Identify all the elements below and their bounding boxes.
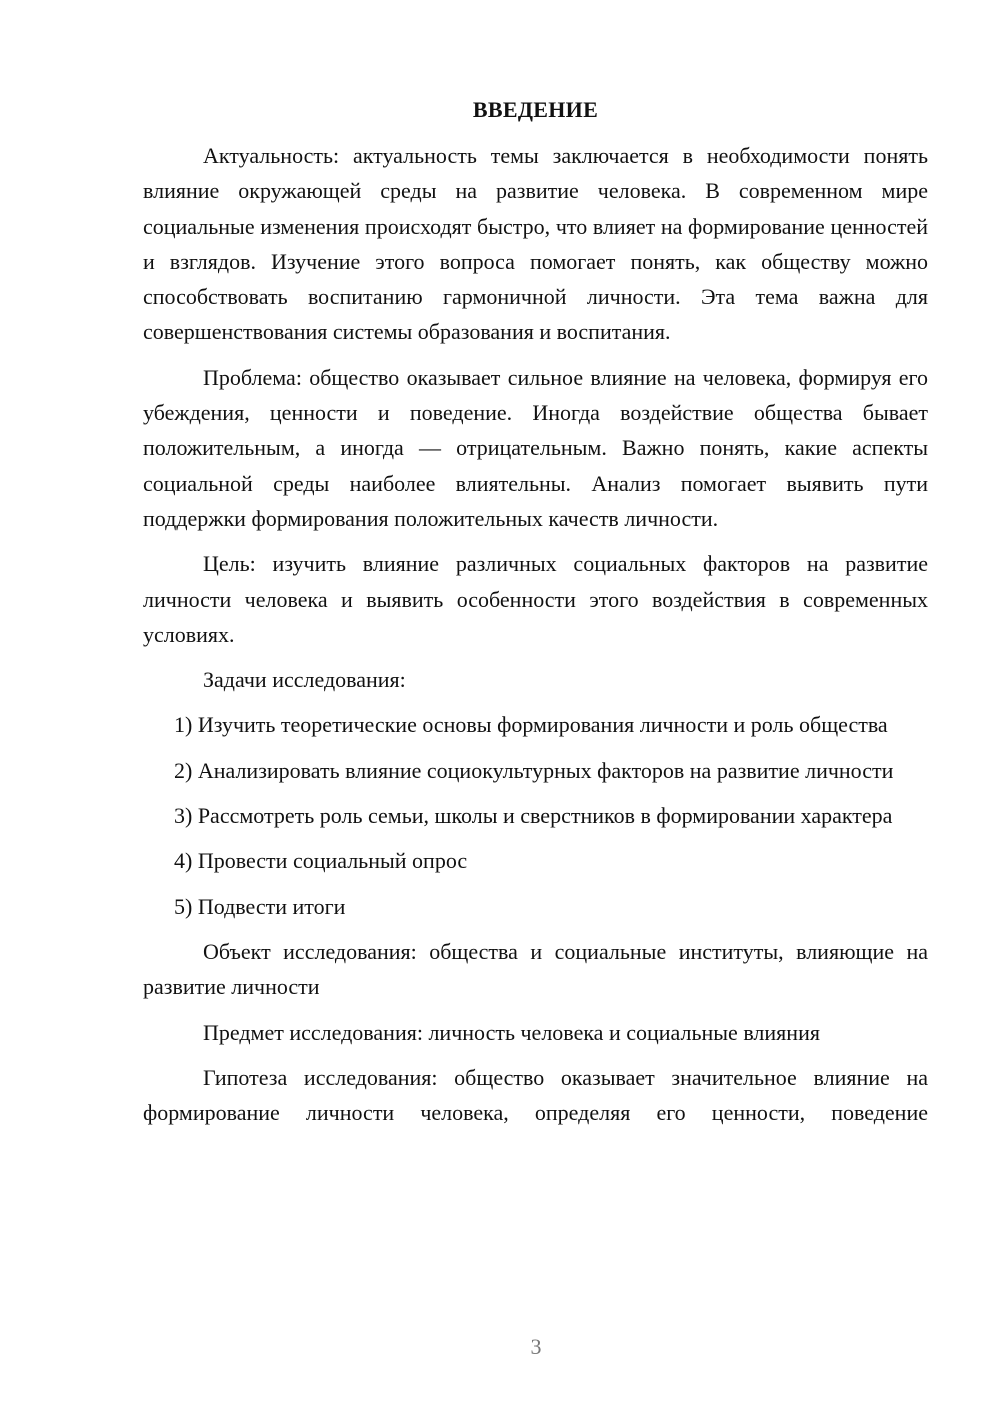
paragraph-object: Объект исследования: общества и социальные институты, влияющие на развитие личности <box>143 938 928 1000</box>
task-item-2: 2) Анализировать влияние социокультурных факторов на развитие личности <box>174 757 894 783</box>
paragraph-subject: Предмет исследования: личность человека и социальные влияния <box>203 1019 820 1045</box>
task-item-5: 5) Подвести итоги <box>174 893 346 919</box>
tasks-title: Задачи исследования: <box>203 667 406 693</box>
task-item-3: 3) Рассмотреть роль семьи, школы и сверстников в формировании характера <box>174 803 893 829</box>
paragraph-hypothesis: Гипотеза исследования: общество оказывает значительное влияние на формирование личности человека, определяя его ценности, поведение <box>143 1064 928 1126</box>
section-heading: ВВЕДЕНИЕ <box>472 97 599 122</box>
task-item-1: 1) Изучить теоретические основы формирования личности и роль общества <box>174 712 888 738</box>
paragraph-goal: Цель: изучить влияние различных социальных факторов на развитие личности человека и выявить особенности этого воздействия в современных условиях. <box>143 551 928 647</box>
page-content <box>143 92 928 1140</box>
page-number: 3 <box>530 1334 542 1359</box>
paragraph-relevance: Актуальность: актуальность темы заключается в необходимости понять влияние окружающей среды на развитие человека. В современном мире социальные изменения происходят быстро, что влияет на формирование ценностей и взглядов. Изучение этого вопроса помогает понять, как обществу можно способствовать воспитанию гармоничной личности. Эта тема важна для совершенствования системы образования и воспитания. <box>143 143 928 345</box>
paragraph-problem: Проблема: общество оказывает сильное влияние на человека, формируя его убеждения, ценности и поведение. Иногда воздействие общества бывает положительным, а иногда — отрицательным. Важно понять, какие аспекты социальной среды наиболее влиятельны. Анализ помогает выявить пути поддержки формирования положительных качеств личности. <box>143 364 928 531</box>
task-item-4: 4) Провести социальный опрос <box>174 848 468 874</box>
